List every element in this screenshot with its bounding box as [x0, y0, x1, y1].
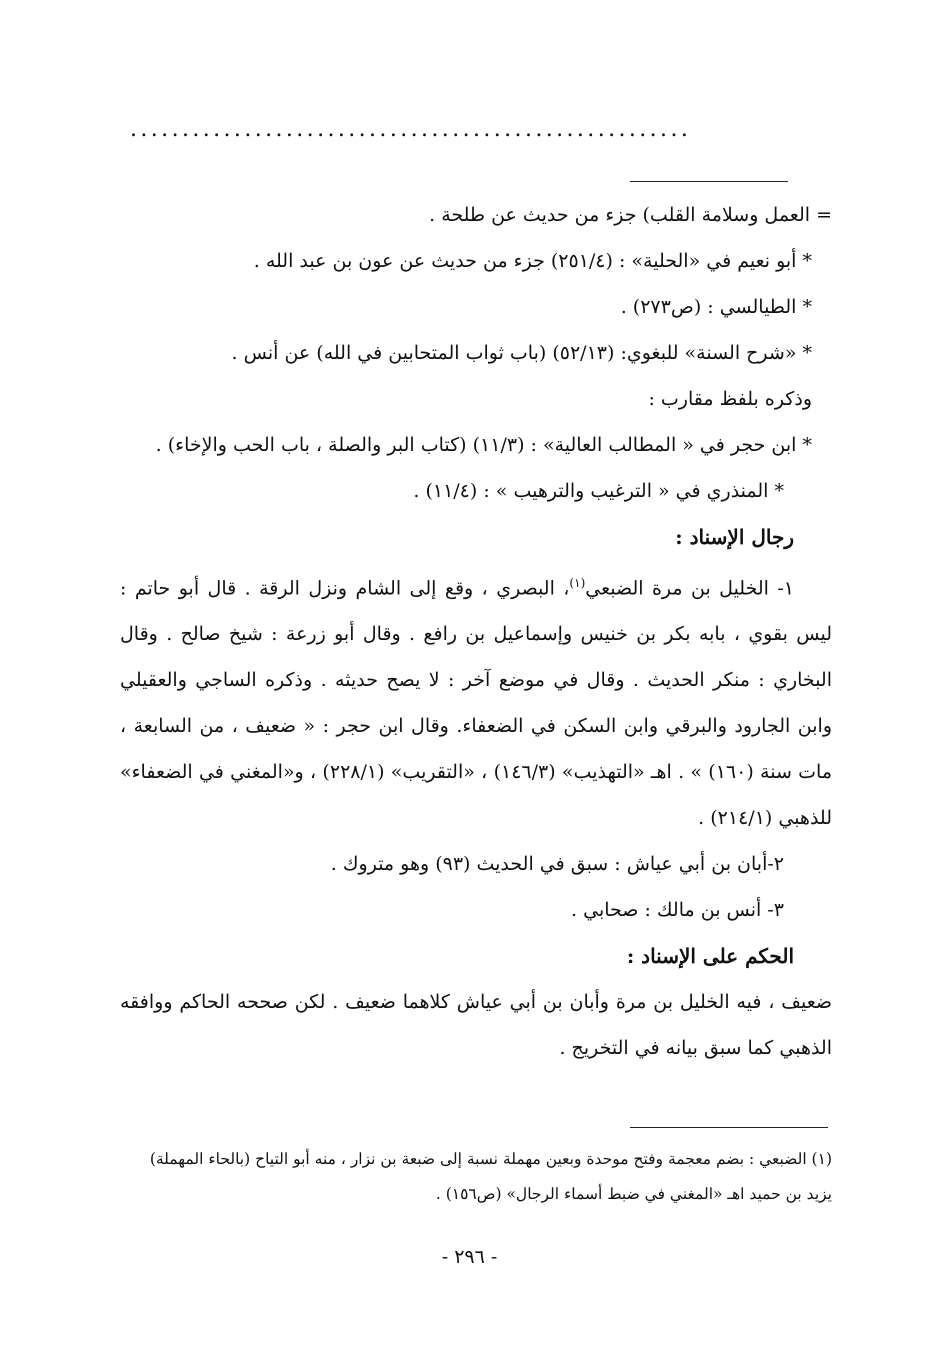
heading-rijal: رجال الإسناد : — [675, 525, 794, 549]
narrator-3: ٣- أنس بن مالك : صحابي . — [571, 899, 784, 922]
hukm-paragraph: ضعيف ، فيه الخليل بن مرة وأبان بن أبي عياش كلاهما ضعيف . لكن صححه الحاكم ووافقه الذهبي كما سبق بيانه في التخريج . — [120, 991, 832, 1060]
narrator-1-paragraph — [120, 560, 832, 841]
text-line: * الطيالسي : (ص٢٧٣) . — [620, 296, 812, 318]
footnote-marker: (١) — [569, 576, 586, 590]
narrator-2: ٢-أبان بن أبي عياش : سبق في الحديث (٩٣) وهو متروك . — [330, 853, 784, 876]
text-line: * «شرح السنة» للبغوي: (٥٢/١٣) (باب ثواب المتحابين في الله) عن أنس . — [231, 342, 812, 364]
text-line: = العمل وسلامة القلب) جزء من حديث عن طلحة . — [429, 204, 832, 226]
narrator-1-bio: ، البصري ، وقع إلى الشام ونزل الرقة . قال أبو حاتم : ليس بقوي ، بابه بكر بن خنيس وإسماعيل بن رافع . وقال أبو زرعة : شيخ صالح . وقال البخاري : منكر الحديث . وقال في موضع آخر : لا يصح حديثه . وذكره الساجي والعقيلي وابن الجارود والبرقي وابن السكن في الضعفاء. وقال ابن حجر : « ضعيف ، من السابعة ، مات سنة (١٦٠) » . اهـ «التهذيب» (١٤٦/٣) ، «التقريب» (٢٢٨/١) ، و«المغني في الضعفاء» للذهبي (٢١٤/١) . — [120, 577, 832, 830]
text-line: وذكره بلفظ مقارب : — [648, 388, 812, 410]
main-text — [120, 192, 832, 1071]
footnote-divider — [630, 1127, 828, 1128]
text-line: * المنذري في « الترغيب والترهيب » : (١١/٤) . — [413, 480, 784, 502]
page-number: - ٢٩٦ - — [441, 1246, 498, 1268]
top-divider — [630, 181, 788, 182]
footnote: (١) الضبعي : بضم معجمة وفتح موحدة وبعين مهملة نسبة إلى ضبعة بن نزار ، منه أبو التياح (بالحاء المهملة) يزيد بن حميد اهـ «المغني في ضبط أسماء الرجال» (ص١٥٦) . — [149, 1150, 832, 1203]
narrator-1-name: ١- الخليل بن مرة الضبعي — [585, 577, 794, 600]
section-separator-dots: ...................................................... — [130, 118, 692, 142]
heading-hukm: الحكم على الإسناد : — [626, 944, 794, 969]
text-line: * أبو نعيم في «الحلية» : (٢٥١/٤) جزء من حديث عن عون بن عبد الله . — [253, 250, 812, 272]
text-line: * ابن حجر في « المطالب العالية» : (١١/٣) (كتاب البر والصلة ، باب الحب والإخاء) . — [155, 434, 812, 456]
